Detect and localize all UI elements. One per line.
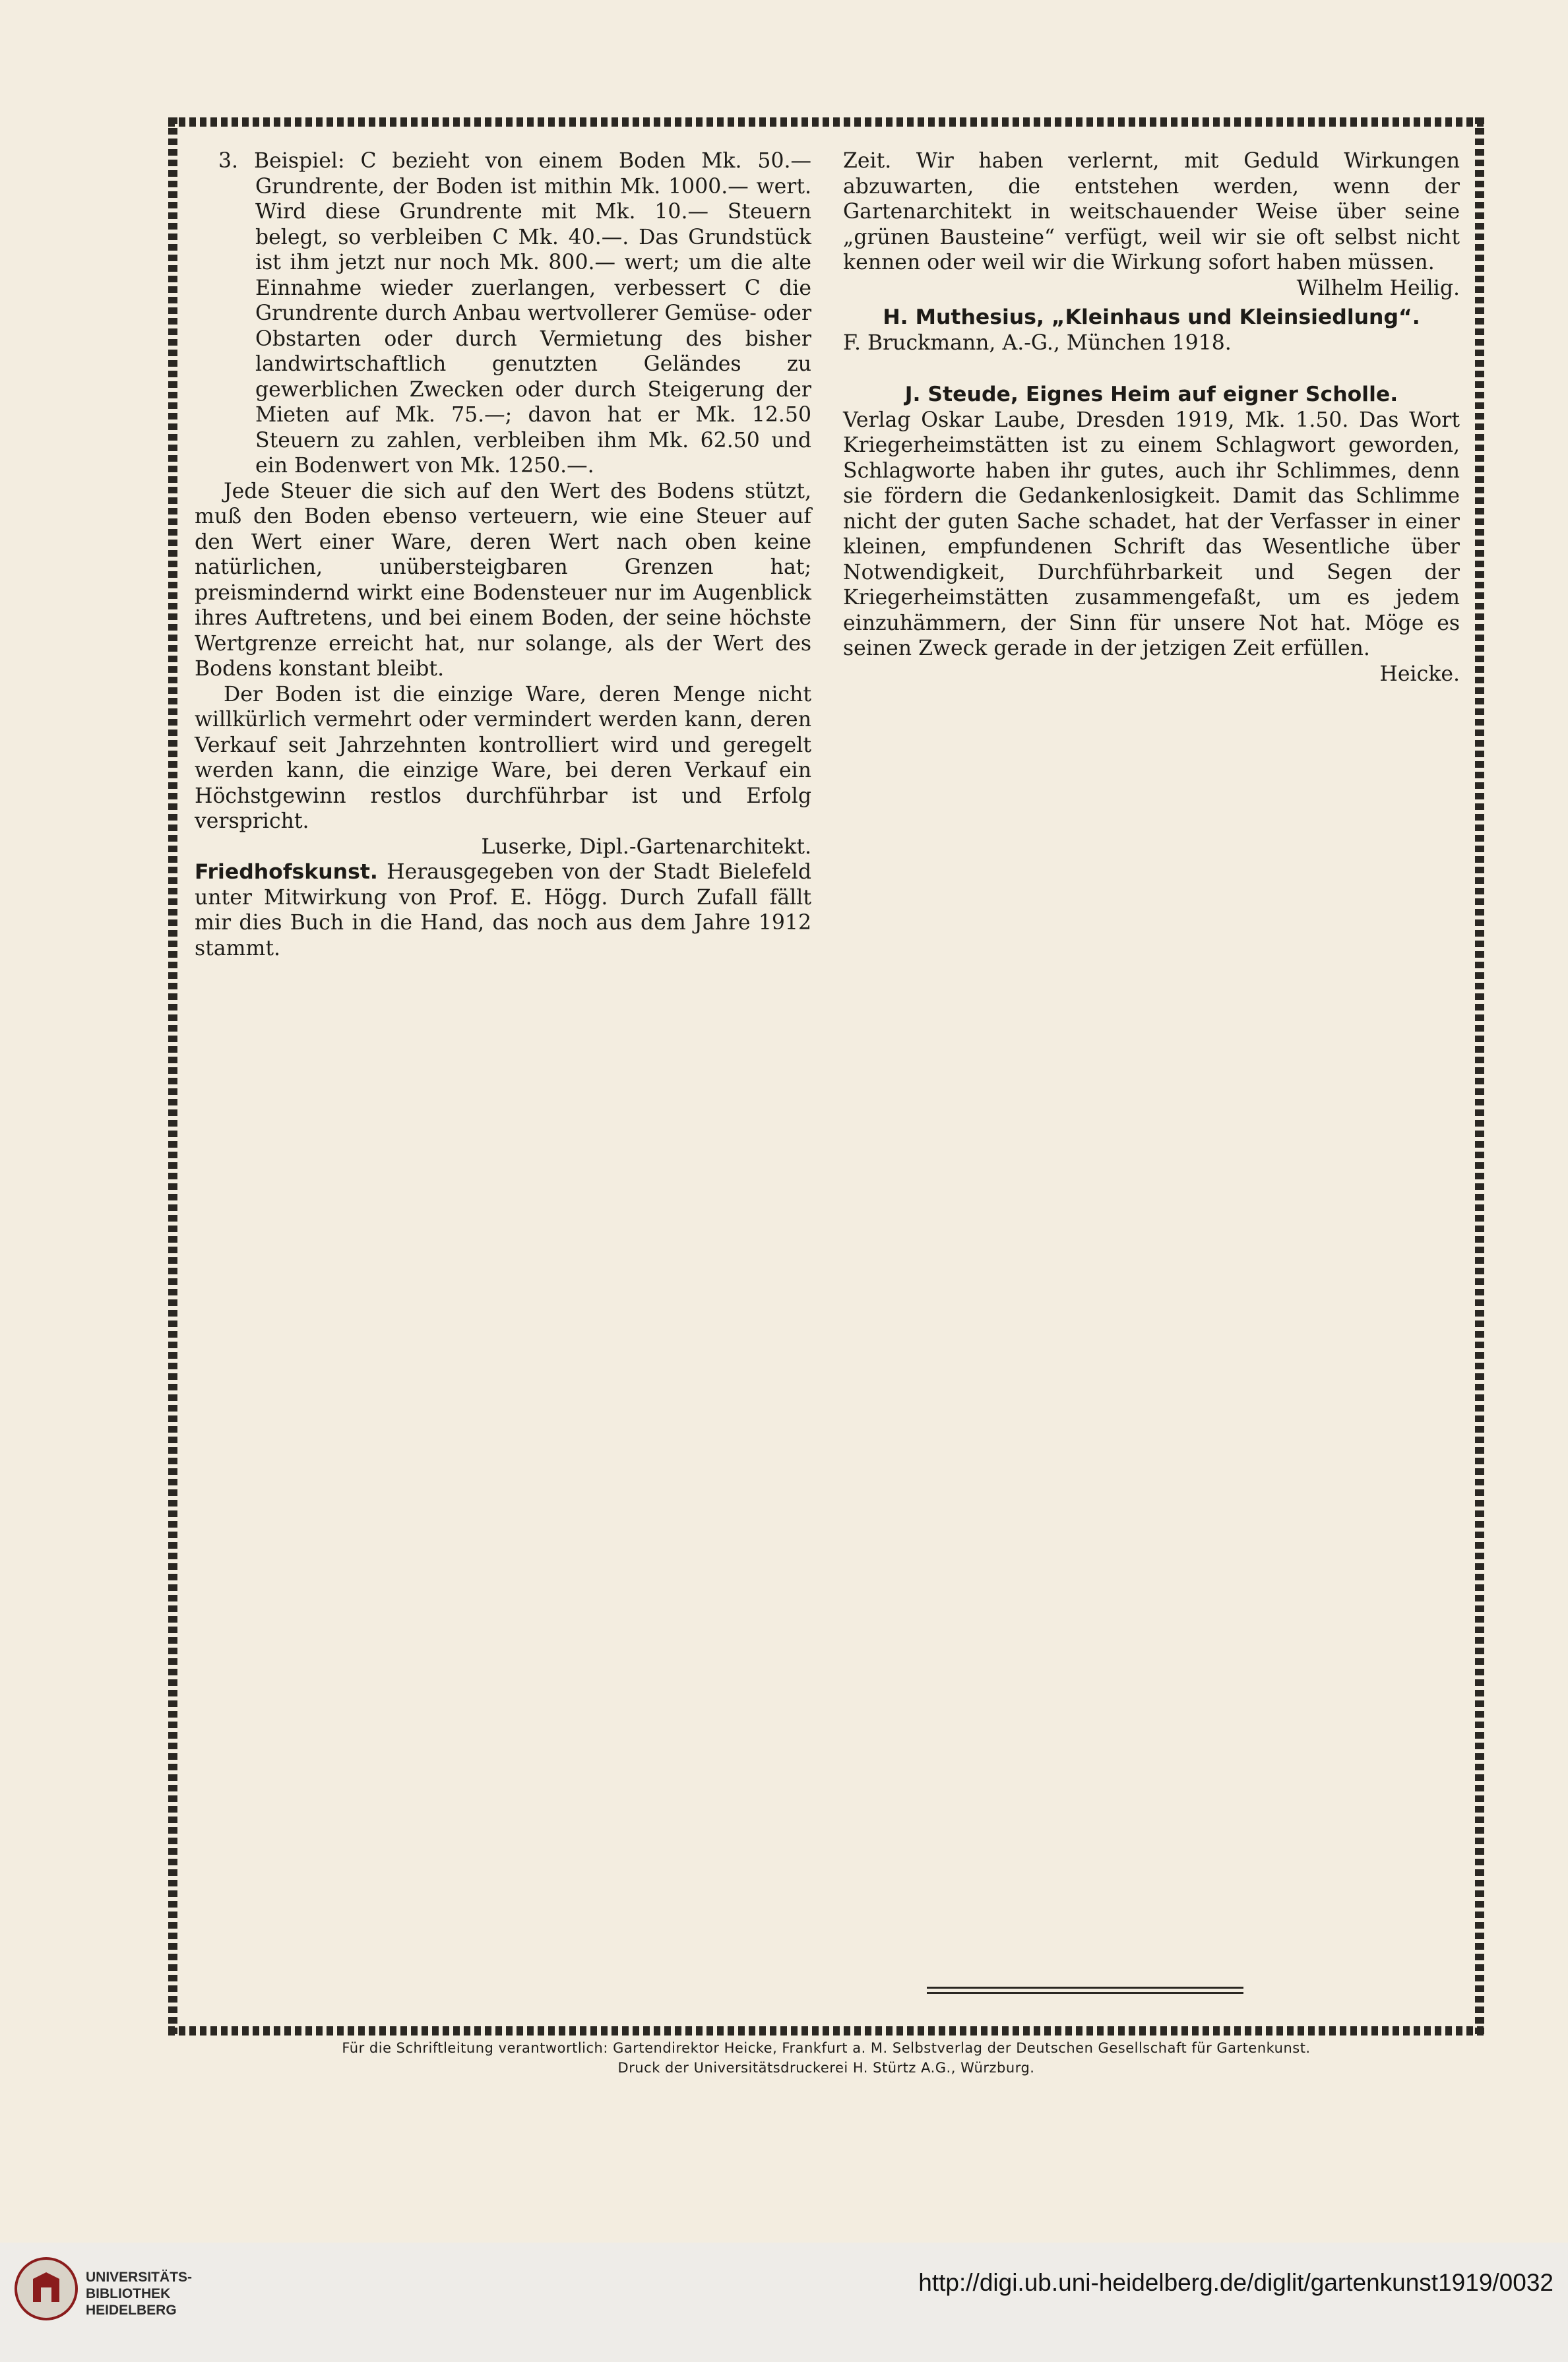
review-heading: Friedhofskunst.	[195, 860, 378, 884]
library-name: UNIVERSITÄTS- BIBLIOTHEK HEIDELBERG	[86, 2270, 193, 2318]
author-signature: Luserke, Dipl.-Gartenarchitekt.	[481, 834, 811, 859]
land-paragraph: Der Boden ist die einzige Ware, deren Menge nicht willkürlich vermehrt oder vermindert werden kann, deren Verkauf seit Jahrzehnten kontrolliert wird und geregelt werden kann, die einzige Ware, bei deren Verkauf ein Höchstgewinn restlos durchführbar ist und Erfolg verspricht.	[195, 682, 811, 833]
author-signature: Wilhelm Heilig.	[1296, 276, 1460, 300]
review-body: Das Wort Kriegerheimstätten ist zu einem Schlagwort geworden, Schlagworte haben ihr gutes, auch ihr Schlimmes, denn sie fördern die Gedankenlosigkeit. Damit das Schlimme nicht der guten Sache schadet, hat der Verfasser in einer kleinen, empfundenen Schrift das Wesentliche über Notwendigkeit, Durchführbarkeit und Segen der Kriegerheimstätten zusammengefaßt, um es jedem einzuhämmern, der Sinn für unsere Not hat. Möge es seinen Zweck gerade in der jetzigen Zeit erfüllen.	[843, 408, 1460, 660]
library-logo-icon	[13, 2256, 79, 2322]
section-divider	[927, 1987, 1243, 1989]
example-paragraph: 3. Beispiel: C bezieht von einem Boden Mk. 50.— Grundrente, der Boden ist mithin Mk. 1000.— wert. Wird diese Grundrente mit Mk. 10.— Steuern belegt, so verbleiben C Mk. 40.—. Das Grundstück ist ihm jetzt nur noch Mk. 800.— wert; um die alte Einnahme wieder zuerlangen, verbessert C die Grundrente durch Anbau wertvollerer Gemüse- oder Obstarten oder durch Vermietung des bisher landwirtschaftlich genutzten Geländes zu gewerblichen Zwecken oder durch Steigerung der Mieten auf Mk. 75.—; davon hat er Mk. 12.50 Steuern zu zahlen, verbleiben ihm Mk. 62.50 und ein Bodenwert von Mk. 1250.—.	[218, 149, 811, 478]
right-column	[843, 148, 1460, 687]
imprint-line: Druck der Universitätsdruckerei H. Stürtz A.G., Würzburg.	[617, 2060, 1035, 2076]
continuation-paragraph: Zeit. Wir haben verlernt, mit Geduld Wirkungen abzuwarten, die entstehen werden, wenn der Gartenarchitekt in weitschauender Weise über seine „grünen Bausteine“ verfügt, weil wir sie oft selbst nicht kennen oder weil wir die Wirkung sofort haben müssen.	[843, 149, 1460, 274]
frame-border-bottom	[168, 2026, 1484, 2036]
review-intro: Herausgegeben von der Stadt Bielefeld unter Mitwirkung von Prof. E. Högg. Durch Zufall fällt mir dies Buch in die Hand, das noch aus dem Jahre 1912 stammt.	[195, 860, 812, 960]
frame-border-top	[168, 117, 1484, 127]
review-heading: H. Muthesius, „Kleinhaus und Kleinsiedlung“.	[883, 305, 1420, 329]
frame-border-left	[168, 117, 177, 2036]
tax-paragraph: Jede Steuer die sich auf den Wert des Bodens stützt, muß den Boden ebenso verteuern, wie eine Steuer auf den Wert einer Ware, deren Wert nach oben keine natürlichen, unübersteigbaren Grenzen hat; preismindernd wirkt eine Bodensteuer nur im Augenblick ihres Auftretens, und bei einem Boden, der seine höchste Wertgrenze erreicht hat, nur solange, als der Wert des Bodens konstant bleibt.	[195, 479, 811, 681]
review-heading: J. Steude, Eignes Heim auf eigner Scholle.	[904, 383, 1398, 406]
section-divider	[927, 1992, 1243, 1994]
library-band	[0, 2243, 1568, 2362]
review-intro: F. Bruckmann, A.-G., München 1918.	[843, 330, 1232, 355]
imprint-footer	[168, 2038, 1484, 2078]
imprint-line: Für die Schriftleitung verantwortlich: Gartendirektor Heicke, Frankfurt a. M. Selbstverlag der Deutschen Gesellschaft für Gartenkunst.	[342, 2040, 1311, 2056]
author-signature: Heicke.	[1379, 662, 1460, 686]
left-column	[195, 148, 811, 961]
source-url-link[interactable]: http://digi.ub.uni-heidelberg.de/diglit/gartenkunst1919/0032	[918, 2269, 1553, 2296]
frame-border-right	[1475, 117, 1484, 2036]
review-intro: Verlag Oskar Laube, Dresden 1919, Mk. 1.50.	[843, 408, 1349, 432]
